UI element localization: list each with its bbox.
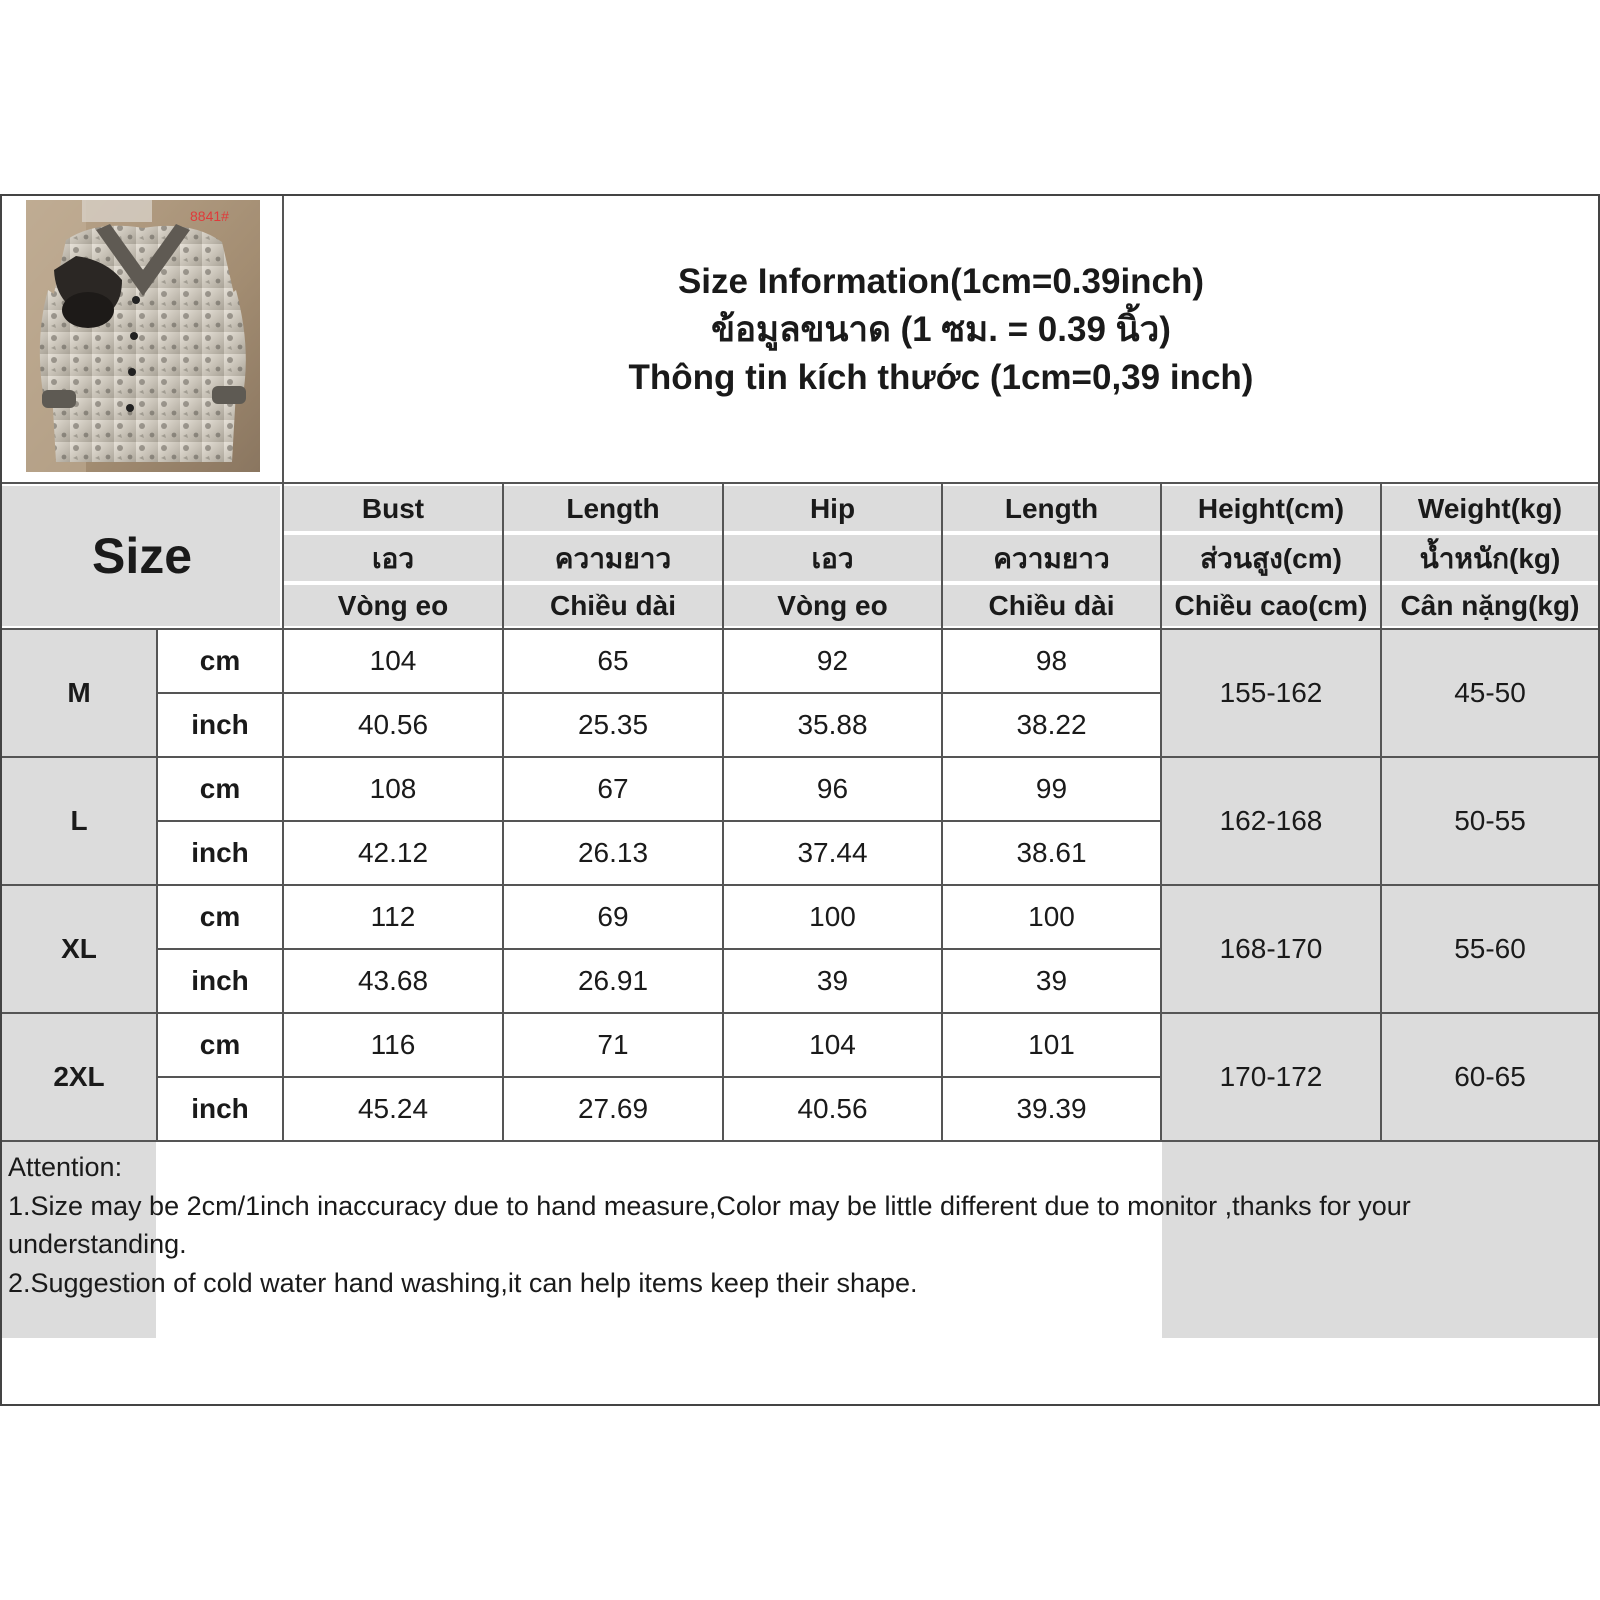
value-cell: 39 xyxy=(1035,965,1068,996)
unit-inch: inch xyxy=(191,965,249,996)
value-cell: 43.68 xyxy=(357,965,429,996)
size-m: M xyxy=(67,677,91,708)
value-cell: 99 xyxy=(1035,773,1068,804)
col-length-vi: Chiều dài xyxy=(549,590,676,621)
title-vietnamese: Thông tin kích thước (1cm=0,39 inch) xyxy=(628,358,1254,397)
value-cell: 96 xyxy=(816,773,849,804)
col-hip-th: เอว xyxy=(811,543,854,574)
col-length-th: ความยาว xyxy=(554,543,672,574)
height-range: 170-172 xyxy=(1219,1061,1323,1092)
col-length2-th: ความยาว xyxy=(993,543,1110,574)
value-cell: 112 xyxy=(370,901,416,932)
value-cell: 38.22 xyxy=(1016,709,1087,740)
col-bust-en: Bust xyxy=(361,493,425,524)
size-l: L xyxy=(70,805,88,836)
col-height-vi: Chiều cao(cm) xyxy=(1174,590,1368,621)
unit-inch: inch xyxy=(191,1093,249,1124)
grid-line xyxy=(2,1140,1598,1142)
size-xl: XL xyxy=(61,933,97,964)
title-thai: ข้อมูลขนาด (1 ซม. = 0.39 นิ้ว) xyxy=(711,310,1171,349)
col-length-en: Length xyxy=(566,493,660,524)
col-height-en: Height(cm) xyxy=(1197,493,1345,524)
value-cell: 104 xyxy=(809,1029,856,1060)
attention-note-2: 2.Suggestion of cold water hand washing,it can help items keep their shape. xyxy=(8,1267,918,1298)
value-cell: 27.69 xyxy=(577,1093,649,1124)
value-cell: 38.61 xyxy=(1016,837,1087,868)
value-cell: 26.91 xyxy=(577,965,649,996)
size-header: Size xyxy=(91,528,193,584)
unit-cm: cm xyxy=(199,901,241,932)
value-cell: 25.35 xyxy=(577,709,649,740)
unit-inch: inch xyxy=(191,709,249,740)
col-weight-vi: Cân nặng(kg) xyxy=(1400,590,1580,621)
col-weight-th: น้ำหนัก(kg) xyxy=(1419,543,1561,574)
value-cell: 108 xyxy=(369,773,417,804)
value-cell: 69 xyxy=(597,901,629,932)
height-range: 162-168 xyxy=(1219,805,1323,836)
pajama-model-image xyxy=(26,200,260,472)
col-bust-vi: Vòng eo xyxy=(337,590,449,621)
size-2xl: 2XL xyxy=(53,1061,105,1092)
size-chart xyxy=(0,194,1600,1406)
col-length2-en: Length xyxy=(1004,493,1099,524)
value-cell: 71 xyxy=(597,1029,629,1060)
attention-note-1: 1.Size may be 2cm/1inch inaccuracy due to hand measure,Color may be little different due to monitor ,thanks for your understanding. xyxy=(8,1190,1411,1259)
value-cell: 65 xyxy=(597,645,629,676)
value-cell: 35.88 xyxy=(797,709,868,740)
weight-range: 60-65 xyxy=(1454,1061,1526,1092)
value-cell: 45.24 xyxy=(357,1093,429,1124)
value-cell: 98 xyxy=(1035,645,1068,676)
value-cell: 116 xyxy=(370,1029,416,1060)
unit-inch: inch xyxy=(191,837,249,868)
product-code: 8841# xyxy=(190,208,229,224)
title-english: Size Information(1cm=0.39inch) xyxy=(677,262,1205,301)
col-height-th: ส่วนสูง(cm) xyxy=(1200,543,1342,574)
value-cell: 67 xyxy=(597,773,629,804)
value-cell: 26.13 xyxy=(577,837,649,868)
weight-range: 45-50 xyxy=(1454,677,1526,708)
value-cell: 101 xyxy=(1028,1029,1075,1060)
unit-cm: cm xyxy=(199,773,241,804)
title-block xyxy=(284,258,1598,418)
col-bust-th: เอว xyxy=(371,543,415,574)
col-weight-en: Weight(kg) xyxy=(1417,493,1563,524)
value-cell: 104 xyxy=(369,645,417,676)
weight-range: 55-60 xyxy=(1454,933,1526,964)
col-length2-vi: Chiều dài xyxy=(988,590,1115,621)
value-cell: 37.44 xyxy=(797,837,868,868)
value-cell: 40.56 xyxy=(797,1093,868,1124)
value-cell: 42.12 xyxy=(357,837,429,868)
product-photo xyxy=(26,200,260,472)
unit-cm: cm xyxy=(199,645,241,676)
value-cell: 39.39 xyxy=(1016,1093,1087,1124)
value-cell: 40.56 xyxy=(357,709,429,740)
col-hip-vi: Vòng eo xyxy=(777,590,888,621)
value-cell: 100 xyxy=(809,901,856,932)
unit-cm: cm xyxy=(199,1029,241,1060)
value-cell: 92 xyxy=(816,645,849,676)
attention-notes xyxy=(8,1148,1588,1302)
height-range: 155-162 xyxy=(1219,677,1323,708)
weight-range: 50-55 xyxy=(1454,805,1526,836)
value-cell: 39 xyxy=(816,965,849,996)
value-cell: 100 xyxy=(1028,901,1075,932)
attention-heading: Attention: xyxy=(8,1152,123,1182)
col-hip-en: Hip xyxy=(809,493,856,524)
height-range: 168-170 xyxy=(1219,933,1323,964)
